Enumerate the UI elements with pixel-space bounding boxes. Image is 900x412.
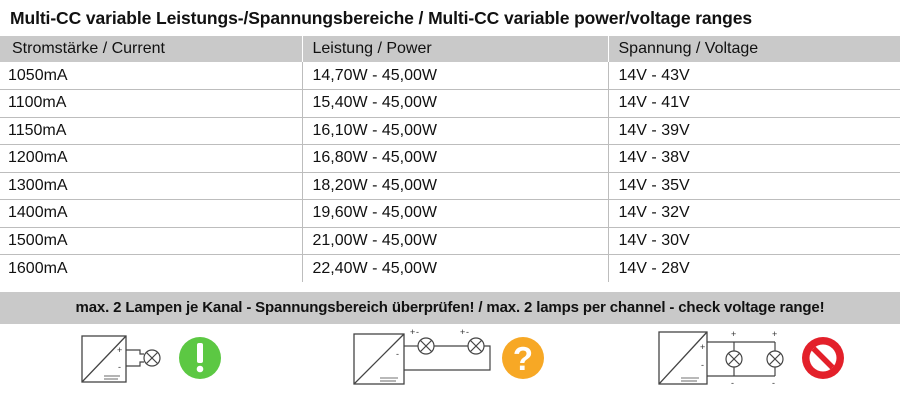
cell-current: 1500mA bbox=[0, 227, 302, 255]
table-row bbox=[0, 200, 900, 228]
cell-power: 21,00W - 45,00W bbox=[302, 227, 608, 255]
lamp-icon bbox=[468, 338, 484, 354]
wiring-diagram-single-lamp bbox=[80, 324, 230, 412]
svg-text:-: - bbox=[396, 349, 399, 359]
svg-text:+: + bbox=[731, 329, 737, 339]
cell-voltage: 14V - 41V bbox=[608, 90, 900, 118]
svg-text:-: - bbox=[466, 327, 469, 337]
table-row bbox=[0, 227, 900, 255]
prohibited-icon bbox=[802, 337, 844, 379]
table-row bbox=[0, 255, 900, 283]
svg-text:+: + bbox=[700, 342, 706, 352]
driver-box-icon bbox=[354, 334, 404, 384]
page-title: Multi-CC variable Leistungs-/Spannungsbereiche / Multi-CC variable power/voltage ranges bbox=[10, 8, 752, 28]
wiring-diagrams bbox=[0, 324, 900, 412]
cell-power: 16,10W - 45,00W bbox=[302, 117, 608, 145]
table-row bbox=[0, 90, 900, 118]
table-row bbox=[0, 145, 900, 173]
table-row bbox=[0, 117, 900, 145]
cell-voltage: 14V - 38V bbox=[608, 145, 900, 173]
cell-voltage: 14V - 32V bbox=[608, 200, 900, 228]
wiring-diagram-two-lamps-series bbox=[352, 324, 552, 412]
cell-voltage: 14V - 30V bbox=[608, 227, 900, 255]
cell-power: 22,40W - 45,00W bbox=[302, 255, 608, 283]
cell-voltage: 14V - 39V bbox=[608, 117, 900, 145]
wiring-diagram-two-lamps-parallel bbox=[655, 324, 855, 412]
svg-text:-: - bbox=[416, 327, 419, 337]
table-row bbox=[0, 172, 900, 200]
cell-current: 1150mA bbox=[0, 117, 302, 145]
header-voltage: Spannung / Voltage bbox=[608, 36, 900, 62]
ranges-table bbox=[0, 36, 900, 282]
svg-text:+: + bbox=[117, 345, 123, 355]
header-current: Stromstärke / Current bbox=[0, 36, 302, 62]
cell-power: 14,70W - 45,00W bbox=[302, 62, 608, 90]
table-header-row bbox=[0, 36, 900, 62]
cell-power: 19,60W - 45,00W bbox=[302, 200, 608, 228]
exclamation-icon bbox=[179, 337, 221, 379]
svg-text:+: + bbox=[410, 327, 416, 337]
question-icon bbox=[502, 337, 544, 379]
lamp-icon bbox=[144, 350, 160, 366]
table-row bbox=[0, 62, 900, 90]
cell-power: 15,40W - 45,00W bbox=[302, 90, 608, 118]
cell-voltage: 14V - 35V bbox=[608, 172, 900, 200]
cell-current: 1050mA bbox=[0, 62, 302, 90]
svg-text:-: - bbox=[701, 360, 704, 370]
svg-text:-: - bbox=[731, 378, 734, 388]
cell-current: 1400mA bbox=[0, 200, 302, 228]
driver-box-icon bbox=[659, 332, 707, 384]
lamp-icon bbox=[726, 351, 742, 367]
cell-current: 1600mA bbox=[0, 255, 302, 283]
wire bbox=[126, 350, 144, 366]
driver-box-icon bbox=[82, 336, 126, 382]
cell-current: 1300mA bbox=[0, 172, 302, 200]
header-power: Leistung / Power bbox=[302, 36, 608, 62]
svg-text:+: + bbox=[460, 327, 466, 337]
svg-text:?: ? bbox=[512, 340, 534, 377]
warning-note: max. 2 Lampen je Kanal - Spannungsbereich überprüfen! / max. 2 lamps per channel - check voltage range! bbox=[0, 292, 900, 324]
cell-power: 16,80W - 45,00W bbox=[302, 145, 608, 173]
svg-text:+: + bbox=[772, 329, 778, 339]
lamp-icon bbox=[767, 351, 783, 367]
svg-text:-: - bbox=[772, 378, 775, 388]
cell-current: 1200mA bbox=[0, 145, 302, 173]
lamp-icon bbox=[418, 338, 434, 354]
cell-current: 1100mA bbox=[0, 90, 302, 118]
cell-voltage: 14V - 28V bbox=[618, 259, 690, 277]
cell-power: 18,20W - 45,00W bbox=[302, 172, 608, 200]
polarity-labels bbox=[117, 345, 122, 372]
svg-text:-: - bbox=[118, 362, 121, 372]
cell-voltage: 14V - 43V bbox=[608, 62, 900, 90]
